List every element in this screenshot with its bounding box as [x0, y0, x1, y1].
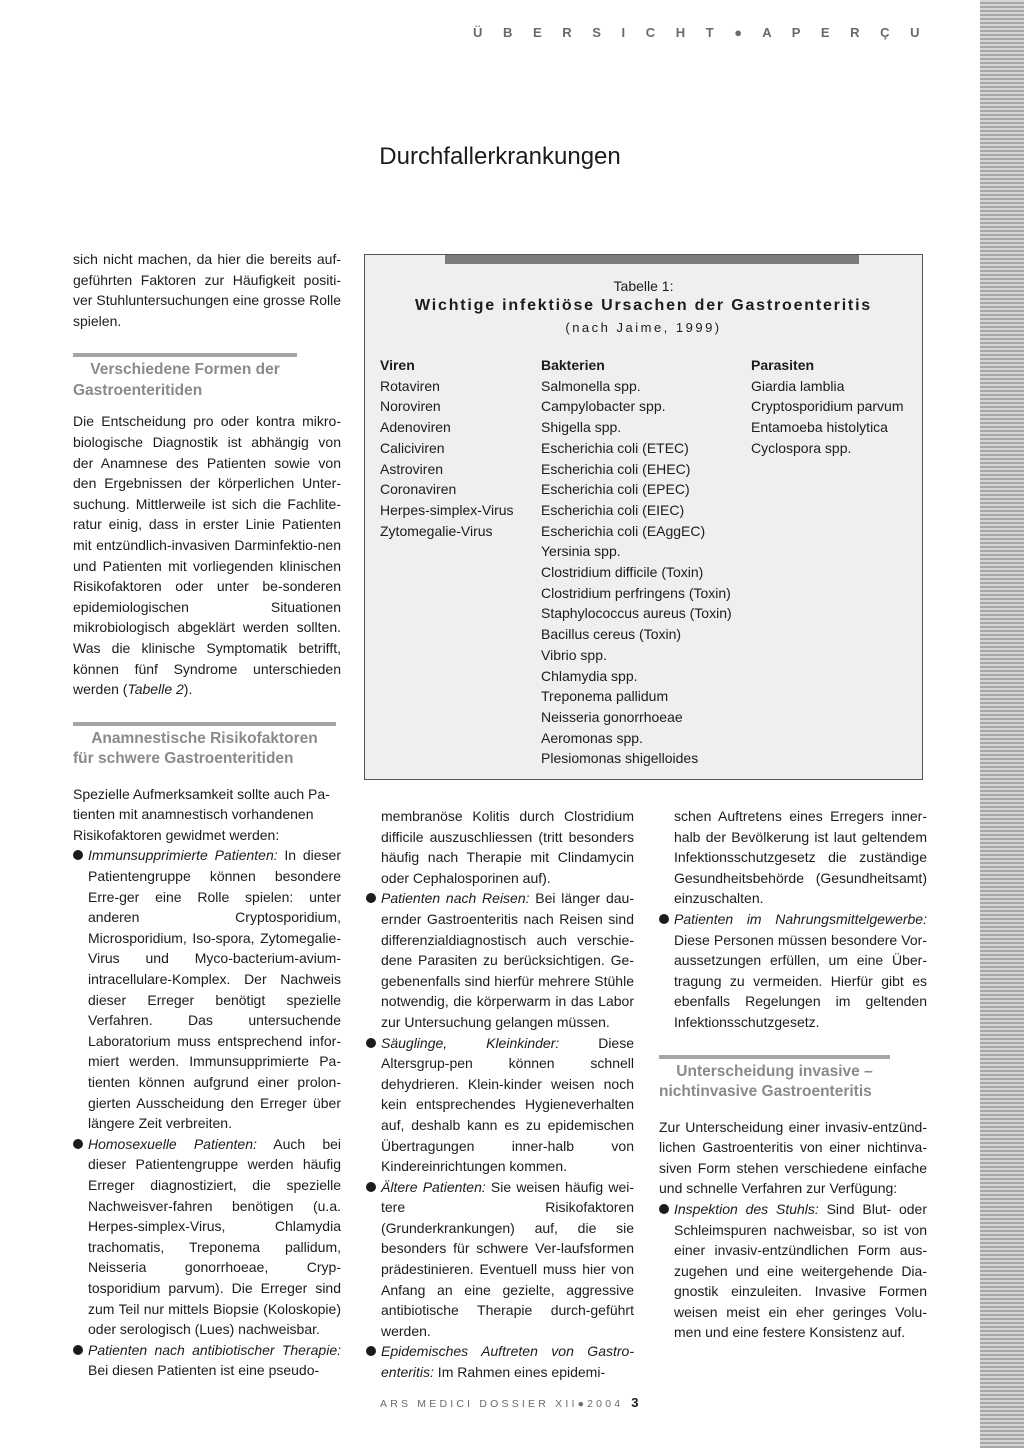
- list-item-term: Patienten nach antibiotischer Therapie:: [88, 1341, 341, 1358]
- list-item-term: Patienten im Nahrungsmittelgewerbe:: [674, 910, 927, 927]
- list-item-text: Auch bei dieser Patientengruppe werden häufig Erreger diagnostiziert, die spezielle Nachweisver-fahren benötigen (u.a. Herpes-simplex-Virus, Chlamydia trachomatis, Treponema pallidum, Neisseria gonorrhoeae, Cryp-tosporidium parvum). Die Erreger sind zum Teil nur mittels Biopsie (Koloskopie) oder serologisch (Lues) nachweisbar.: [88, 1135, 341, 1338]
- section-heading-risikofaktoren: [73, 722, 336, 770]
- table-cell: Plesiomonas shigelloides: [541, 750, 699, 767]
- table-cell: Escherichia coli (EAggEC): [541, 522, 706, 539]
- method-list: [659, 1199, 927, 1343]
- table-column-bakterien: [541, 355, 732, 769]
- continued-list-text: schen Auftretens eines Erregers inner-halb der Bevölkerung ist laut geltendem Infektionsschutzgesetz die zuständige Gesundheitsbehörde (Gesundheitsamt) einzuschalten.: [674, 808, 927, 907]
- list-item-text: Bei länger dau-ernder Gastroenteritis nach Reisen sind differenzialdiagnostisch auch verschie-dene Parasiten zu berücksichtigen. Ge-gebenenfalls sind hierfür mehrere Stühle notwendig, die körperwarm in das Labor zur Untersuchung gelangen müssen.: [381, 890, 635, 1030]
- table-cell: Zytomegalie-Virus: [380, 522, 493, 539]
- table-cell: Escherichia coli (EHEC): [541, 460, 691, 477]
- table-cell: Escherichia coli (EIEC): [541, 501, 685, 518]
- table-label: Tabelle 1:: [613, 278, 674, 294]
- table-cell: Aeromonas spp.: [541, 729, 643, 746]
- list-item: [659, 909, 927, 1033]
- middle-column: [366, 806, 634, 1383]
- table-cell: Bacillus cereus (Toxin): [541, 626, 682, 643]
- body-paragraph: Zur Unterscheidung einer invasiv-entzünd-lichen Gastroenteritis von einer nichtinva-siven Form stehen verschiedene einfache und schnelle Verfahren zur Verfügung:: [659, 1118, 927, 1197]
- section-heading-line: Anamnestische Risikofaktoren: [91, 729, 318, 747]
- table-cell: Treponema pallidum: [541, 688, 669, 705]
- continued-list-text: membranöse Kolitis durch Clostridium difficile auszuschliessen (tritt besonders häufig nach Therapie mit Clindamycin oder Cephalosporinen auf).: [381, 808, 634, 886]
- list-item-text: Sind Blut- oder Schleimspuren nachweisbar, so ist von einer invasiv-entzündlichen Form aus-zugehen und eine weitergehende Dia-gnostik einzuleiten. Invasive Formen weisen meist ein eher geringes Volu-men und eine festere Konsistenz auf.: [674, 1200, 927, 1341]
- section-heading-line: Gastroenteritiden: [73, 381, 203, 399]
- table-cell: Adenoviren: [380, 419, 451, 436]
- section-heading-line: nichtinvasive Gastroenteritis: [659, 1083, 872, 1101]
- table-cell: Herpes-simplex-Virus: [380, 501, 514, 518]
- table-cell: Escherichia coli (ETEC): [541, 439, 689, 456]
- section-heading-line: Verschiedene Formen der: [90, 361, 280, 379]
- table-cell: Giardia lamblia: [751, 377, 845, 394]
- list-item: [366, 1341, 634, 1382]
- table-source: (nach Jaime, 1999): [565, 320, 722, 335]
- list-item-text: Diese Altersgrup-pen können schnell dehydrieren. Klein-kinder weisen noch kein entsprechendes Hygieneverhalten auf, deshalb kann es zu epidemischen Übertragungen inner-halb von Kindereinrichtungen kommen.: [381, 1034, 634, 1175]
- list-item-text: Diese Personen müssen besondere Vor-aussetzungen erfüllen, um eine Über-tragung zu vermeiden. Hierfür gibt es ebenfalls Regelungen im geltenden Infektionsschutzgesetz.: [674, 931, 927, 1030]
- page-title: Durchfallerkrankungen: [379, 143, 621, 170]
- list-item-term: Säuglinge, Kleinkinder:: [381, 1034, 560, 1051]
- list-item: [366, 1033, 634, 1177]
- table-cell: Escherichia coli (EPEC): [541, 481, 690, 498]
- table-cell: Caliciviren: [380, 439, 445, 456]
- list-item: [366, 1177, 634, 1342]
- list-item: [366, 888, 634, 1032]
- list-item: [659, 1199, 927, 1343]
- page-number: 3: [631, 1395, 639, 1410]
- list-item-term: Epidemisches Auftreten von Gastro-enteritis:: [381, 1343, 634, 1381]
- list-item-term: Inspektion des Stuhls:: [674, 1200, 819, 1217]
- table-cell: Staphylococcus aureus (Toxin): [541, 605, 732, 622]
- table-cell: Neisseria gonorrhoeae: [541, 708, 683, 725]
- body-paragraph: Spezielle Aufmerksamkeit sollte auch Pa-tienten mit anamnestisch vorhandenen Risikofaktoren gewidmet werden:: [73, 785, 330, 843]
- table-cell: Cryptosporidium parvum: [751, 398, 904, 415]
- table-cell: Clostridium difficile (Toxin): [541, 564, 704, 581]
- table-cell: Coronaviren: [380, 481, 457, 498]
- list-item-text: Im Rahmen eines epidemi-: [433, 1364, 606, 1381]
- side-edge-strip: [980, 0, 1024, 1448]
- section-heading-formen: [73, 353, 297, 401]
- list-item-text: In dieser Patientengruppe können besondere Erre-ger eine Rolle spielen: unter anderen Cryptosporidium, Microsporidium, Iso-spora, Zytomegalie-Virus und Myco-bacterium-avium-intracellulare-Komplex. Der Nachweis dieser Erreger benötigt spezielle Verfahren. Das untersuchende Laboratorium muss entsprechend infor-miert werden. Immunsupprimierte Pa-tienten können aufgrund einer prolon-gierten Ausscheidung den Erreger über längere Zeit verbreiten.: [88, 847, 341, 1132]
- left-column: [73, 249, 341, 1381]
- table-cell: Entamoeba histolytica: [751, 419, 888, 436]
- table-1-box: [364, 254, 923, 780]
- table-title: Wichtige infektiöse Ursachen der Gastroenteritis: [414, 297, 873, 314]
- table-cell: Yersinia spp.: [541, 543, 621, 560]
- table-column-header: Viren: [380, 357, 415, 373]
- table-cell: Rotaviren: [380, 377, 440, 394]
- list-item-term: Ältere Patienten:: [381, 1178, 486, 1195]
- table-cell: Vibrio spp.: [541, 646, 607, 663]
- table-cell: Salmonella spp.: [541, 377, 641, 394]
- table-column-header: Parasiten: [751, 357, 815, 373]
- risk-factor-list-continued: [659, 909, 927, 1033]
- list-item-term: Immunsupprimierte Patienten:: [88, 847, 278, 864]
- right-column: [659, 806, 927, 1343]
- table-cell: Noroviren: [380, 398, 441, 415]
- table-reference-link[interactable]: Tabelle 2: [127, 681, 184, 698]
- journal-name: ARS MEDICI DOSSIER XII●2004: [380, 1398, 624, 1410]
- section-heading-line: für schwere Gastroenteritiden: [73, 750, 294, 768]
- risk-factor-list-continued: [366, 888, 634, 1382]
- table-cell: Shigella spp.: [541, 419, 622, 436]
- list-item-text: Bei diesen Patienten ist eine pseudo-: [88, 1362, 320, 1379]
- table-cell: Campylobacter spp.: [541, 398, 666, 415]
- running-head: Ü B E R S I C H T ● A P E R Ç U: [472, 25, 928, 40]
- body-text: ).: [183, 681, 193, 698]
- section-heading-unterscheidung: [659, 1055, 890, 1103]
- table-column-header: Bakterien: [541, 357, 605, 373]
- table-cell: Clostridium perfringens (Toxin): [541, 584, 731, 601]
- list-item: [73, 1340, 341, 1381]
- page-footer: [380, 1395, 639, 1410]
- list-item: [73, 845, 341, 1133]
- table-cell: Cyclospora spp.: [751, 439, 852, 456]
- list-item-term: Patienten nach Reisen:: [381, 890, 530, 907]
- list-item: [73, 1134, 341, 1340]
- table-header-bar: [445, 255, 859, 264]
- body-paragraph: [73, 411, 341, 699]
- table-cell: Chlamydia spp.: [541, 667, 638, 684]
- table-column-viren: [380, 355, 514, 541]
- intro-paragraph: sich nicht machen, da hier die bereits auf-geführten Faktoren zur Häufigkeit positi-ver Stuhluntersuchungen eine grosse Rolle spielen.: [73, 251, 341, 329]
- table-cell: Astroviren: [380, 460, 444, 477]
- risk-factor-list: [73, 845, 341, 1380]
- list-item-text: Sie weisen häufig wei-tere Risikofaktoren (Grunderkrankungen) auf, die sie besonders für schwere Ver-laufsformen prädestinieren. Eventuell muss hier von Anfang an eine gezielte, aggressive antibiotische Therapie durch-geführt werden.: [381, 1178, 635, 1339]
- body-text: Die Entscheidung pro oder kontra mikro-biologische Diagnostik ist abhängig von der Anamnese des Patienten sowie von den Ergebnissen der körperlichen Unter-suchung. Mittlerweile ist sich die Fachlite-ratur einig, dass in erster Linie Patienten mit entzündlich-invasiven Darminfektio-nen und Patienten mit vorliegenden klinischen Risikofaktoren oder unter be-sonderen epidemiologischen Situationen mikrobiologisch abgeklärt werden sollten. Was die klinische Symptomatik betrifft, können fünf Syndrome unterschieden werden (: [73, 413, 341, 698]
- table-column-parasiten: [751, 355, 904, 459]
- list-item-term: Homosexuelle Patienten:: [88, 1135, 257, 1152]
- section-heading-line: Unterscheidung invasive –: [676, 1062, 873, 1080]
